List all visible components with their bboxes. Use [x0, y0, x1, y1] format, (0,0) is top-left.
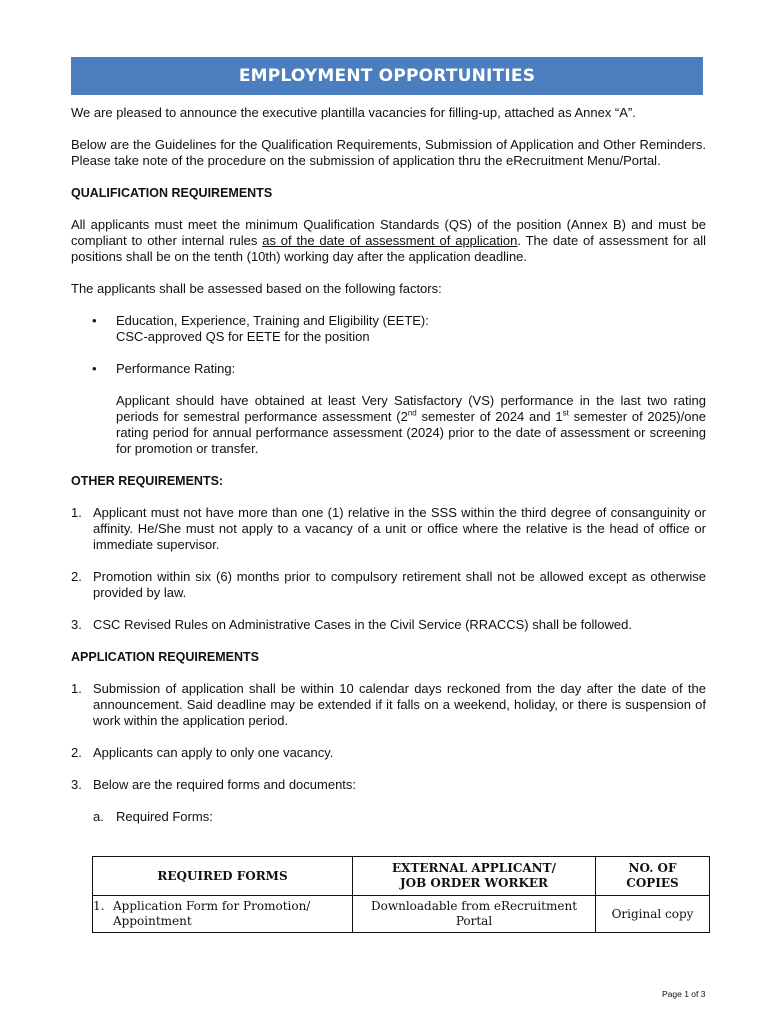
performance-sup-1: nd [407, 408, 417, 418]
cell-form [93, 896, 353, 933]
performance-sup-2: st [562, 408, 569, 418]
bullet-icon: • [92, 361, 97, 376]
factor-eete-detail-row [71, 329, 706, 345]
intro-paragraph-1: We are pleased to announce the executive plantilla vacancies for filling-up, attached as Annex “A”. [71, 105, 636, 120]
qualification-text-a: All applicants must meet the minimum Qualification Standards (QS) of the position (Annex B) and must be compliant to other internal rules [71, 217, 706, 248]
column-header-required-forms: REQUIRED FORMS [93, 857, 353, 896]
factor-performance-title: Performance Rating: [116, 361, 236, 376]
list-text: CSC Revised Rules on Administrative Cases in the Civil Service (RRACCS) shall be followed. [93, 617, 632, 632]
factor-performance [71, 361, 706, 377]
column-header-external-applicant [353, 857, 596, 896]
document-page [71, 57, 706, 825]
page-number: Page 1 of 3 [662, 989, 706, 999]
factor-performance-detail [71, 393, 706, 457]
performance-text-a: Applicant should have obtained at least Very Satisfactory (VS) performance in the last two rating periods for semestral performance assessment (2 [116, 393, 706, 424]
application-requirements-heading: APPLICATION REQUIREMENTS [71, 650, 259, 664]
bullet-icon: • [92, 313, 97, 328]
factor-eete-detail: CSC-approved QS for EETE for the position [116, 329, 370, 344]
qualification-heading: QUALIFICATION REQUIREMENTS [71, 186, 273, 200]
cell-copies: Original copy [596, 896, 710, 933]
list-number: 2. [71, 569, 82, 584]
sub-list-item [71, 809, 706, 825]
form-name: Application Form for Promotion/ Appointment [113, 899, 311, 928]
row-number: 1. [93, 899, 105, 913]
qualification-paragraph [71, 217, 706, 265]
list-text: Below are the required forms and documents: [93, 777, 357, 792]
list-number: 1. [71, 505, 82, 520]
page-title-banner: EMPLOYMENT OPPORTUNITIES [71, 57, 703, 95]
performance-text-c: semester of 2025)/one rating period for annual performance assessment (2024) prior to the date of assessment or screening for promotion or transfer. [116, 409, 706, 456]
list-text: Applicants can apply to only one vacancy. [93, 745, 334, 760]
list-number: 3. [71, 777, 82, 792]
list-text: Applicant must not have more than one (1) relative in the SSS within the third degree of consanguinity or affinity. He/She must not apply to a vacancy of a unit or office where the relative is the head of office or immediate supervisor. [93, 505, 706, 552]
list-item [71, 617, 706, 633]
header-line-1: EXTERNAL APPLICANT/ [392, 861, 556, 875]
list-item [71, 777, 706, 793]
list-number: 3. [71, 617, 82, 632]
list-item [71, 569, 706, 601]
qualification-text-b: . The date of assessment for all positions shall be on the tenth (10th) working day after the application deadline. [71, 233, 706, 264]
list-text: Submission of application shall be within 10 calendar days reckoned from the day after the date of the announcement. Said deadline may be extended if it falls on a weekend, holiday, or there is suspension of work within the application period. [93, 681, 706, 728]
table-row [93, 896, 710, 933]
list-number: 2. [71, 745, 82, 760]
other-requirements-heading: OTHER REQUIREMENTS: [71, 474, 224, 488]
table-header-row [93, 857, 710, 896]
column-header-copies: NO. OF COPIES [596, 857, 710, 896]
factor-eete [71, 313, 706, 329]
sub-list-letter: a. [93, 809, 104, 824]
performance-text-b: semester of 2024 and 1 [416, 409, 563, 424]
list-item [71, 505, 706, 553]
required-forms-table [92, 856, 710, 933]
header-line-2: JOB ORDER WORKER [399, 876, 549, 890]
cell-external: Downloadable from eRecruitment Portal [353, 896, 596, 933]
list-text: Promotion within six (6) months prior to compulsory retirement shall not be allowed except as otherwise provided by law. [93, 569, 706, 600]
factor-eete-title: Education, Experience, Training and Eligibility (EETE): [116, 313, 429, 328]
sub-list-text: Required Forms: [116, 809, 213, 824]
factors-intro: The applicants shall be assessed based on the following factors: [71, 281, 442, 296]
list-item [71, 681, 706, 729]
qualification-underlined-text: as of the date of assessment of application [262, 233, 518, 248]
list-number: 1. [71, 681, 82, 696]
intro-paragraph-2: Below are the Guidelines for the Qualification Requirements, Submission of Application and Other Reminders. Please take note of the procedure on the submission of application thru the eRecruitment Menu/Portal. [71, 137, 706, 168]
list-item [71, 745, 706, 761]
